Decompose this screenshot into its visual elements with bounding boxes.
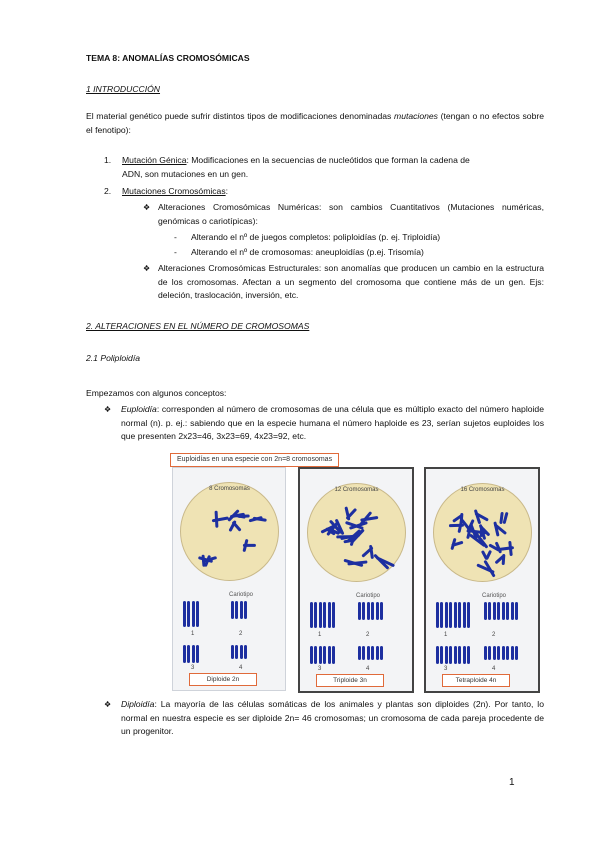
pair-number: 4 <box>366 666 370 672</box>
chromosome-icon <box>196 601 199 627</box>
chromosome-icon <box>440 646 443 664</box>
figure-title: Euploidías en una especie con 2n=8 cromosomas <box>170 453 339 467</box>
chromosome-icon <box>235 645 238 659</box>
bullet-diamond-icon: ❖ <box>143 264 151 273</box>
chromosome-icon <box>231 601 234 619</box>
chromosome-icon <box>196 645 199 663</box>
chromosome-count-label: 12 Cromosomas <box>334 487 379 493</box>
euploidy-figure <box>170 453 541 693</box>
list-item-1-cont: ADN, son mutaciones en un gen. <box>122 169 249 179</box>
chromosome-icon <box>485 550 492 560</box>
chromosome-icon <box>467 646 470 664</box>
chromosome-count-label: 8 Cromosomas <box>209 486 250 492</box>
chromosome-icon <box>187 601 190 627</box>
chromosome-icon <box>253 517 268 522</box>
chromosome-icon <box>511 646 514 660</box>
pair-number: 3 <box>191 665 195 671</box>
chromosome-icon <box>328 646 331 664</box>
chromosome-icon <box>231 645 234 659</box>
pair-number: 4 <box>492 666 496 672</box>
chromosome-count-label: 16 Cromosomas <box>460 487 505 493</box>
list-number-2: 2. <box>104 186 112 196</box>
chromosome-icon <box>463 602 466 628</box>
chromosome-icon <box>502 602 505 620</box>
chromosome-icon <box>237 515 249 518</box>
pair-number: 2 <box>239 631 243 637</box>
chromosome-icon <box>183 601 186 627</box>
chromosome-icon <box>367 602 370 620</box>
chromosome-icon <box>243 544 256 547</box>
chromosome-icon <box>235 601 238 619</box>
chromosome-icon <box>506 646 509 660</box>
chromosome-icon <box>371 602 374 620</box>
figure-caption: Tetraploide 4n <box>442 674 510 687</box>
chromosome-icon <box>449 602 452 628</box>
pair-number: 4 <box>239 665 243 671</box>
chromosome-icon <box>332 646 335 664</box>
chromosome-icon <box>440 602 443 628</box>
concepts-intro: Empezamos con algunos conceptos: <box>86 388 227 398</box>
chromosome-icon <box>240 601 243 619</box>
chromosome-icon <box>332 602 335 628</box>
chromosome-icon <box>502 646 505 660</box>
dash-aneuploidias: Alterando el nº de cromosomas: aneuploidías (p.ej. Trisomía) <box>191 247 424 257</box>
section2-heading: 2. ALTERACIONES EN EL NÚMERO DE CROMOSOMAS <box>86 321 310 331</box>
chromosome-icon <box>319 646 322 664</box>
chromosome-icon <box>484 646 487 660</box>
karyotype-label: Cariotipo <box>356 593 381 599</box>
section2-subheading: 2.1 Poliploidía <box>86 353 140 363</box>
chromosome-icon <box>454 602 457 628</box>
list-item-1: Mutación Génica: Modificaciones en la secuencias de nucleótidos que forman la cadena de <box>122 155 470 165</box>
chromosome-icon <box>192 601 195 627</box>
chromosome-icon <box>362 646 365 660</box>
pair-number: 1 <box>444 632 448 638</box>
dash-mark: - <box>174 247 177 257</box>
chromosome-icon <box>323 602 326 628</box>
bullet-numeric: Alteraciones Cromosómicas Numéricas: son cambios Cuantitativos (Mutaciones numéricas, genómicas o cariotípicas): <box>158 202 544 226</box>
bullet-diamond-icon: ❖ <box>104 405 112 414</box>
chromosome-icon <box>240 645 243 659</box>
chromosome-icon <box>314 602 317 628</box>
chromosome-icon <box>454 646 457 664</box>
chromosome-icon <box>515 602 518 620</box>
page-number: 1 <box>509 777 515 788</box>
pair-number: 2 <box>366 632 370 638</box>
chromosome-icon <box>360 516 378 522</box>
chromosome-icon <box>467 602 470 628</box>
dash-poliploidias: Alterando el nº de juegos completos: poliploidías (p. ej. Triploidía) <box>191 232 441 242</box>
chromosome-icon <box>506 602 509 620</box>
chromosome-icon <box>493 646 496 660</box>
chromosome-icon <box>376 646 379 660</box>
chromosome-icon <box>323 646 326 664</box>
pair-number: 1 <box>318 632 322 638</box>
chromosome-icon <box>488 646 491 660</box>
cell-tetraploid <box>433 483 532 582</box>
chromosome-icon <box>458 602 461 628</box>
chromosome-icon <box>358 602 361 620</box>
panel-diploid <box>172 467 286 691</box>
chromosome-icon <box>515 646 518 660</box>
figure-caption: Triploide 3n <box>316 674 384 687</box>
chromosome-icon <box>310 646 313 664</box>
chromosome-icon <box>497 602 500 620</box>
intro-paragraph: El material genético puede sufrir distintos tipos de modificaciones denominadas mutaciones (tengan o no efectos sobre el fenotipo): <box>86 111 544 135</box>
panel-tetraploid <box>424 467 540 693</box>
chromosome-icon <box>502 554 506 565</box>
chromosome-icon <box>445 602 448 628</box>
bullet-structural: Alteraciones Cromosómicas Estructurales: son anomalías que producen un cambio en la estructura de los cromosomas. Afectan a un segmento del cromosoma que contiene más de un gen. Ejs: deleción, traslocación, inversión, etc. <box>158 263 544 300</box>
chromosome-icon <box>380 602 383 620</box>
chromosome-icon <box>310 602 313 628</box>
list-item-2: Mutaciones Cromosómicas: <box>122 186 229 196</box>
chromosome-icon <box>497 646 500 660</box>
pair-number: 2 <box>492 632 496 638</box>
pair-number: 3 <box>444 666 448 672</box>
karyotype-label: Cariotipo <box>229 592 254 598</box>
chromosome-icon <box>445 646 448 664</box>
chromosome-icon <box>458 646 461 664</box>
dash-mark: - <box>174 232 177 242</box>
karyotype-label: Cariotipo <box>482 593 507 599</box>
pair-number: 1 <box>191 631 195 637</box>
chromosome-icon <box>449 646 452 664</box>
chromosome-icon <box>380 646 383 660</box>
chromosome-icon <box>244 645 247 659</box>
chromosome-icon <box>511 602 514 620</box>
chromosome-icon <box>376 602 379 620</box>
chromosome-icon <box>436 602 439 628</box>
euploidia-paragraph: Euploidía: corresponden al número de cromosomas de una célula que es múltiplo exacto del número haploide normal (n). p. ej.: sabiendo que en la especie humana el número haploide es 23, serían sujetos euploides los que presenten 2x23=46, 3x23=69, 4x23=92, etc. <box>121 404 544 441</box>
chromosome-icon <box>371 646 374 660</box>
cell-diploid <box>180 482 279 581</box>
chromosome-icon <box>314 646 317 664</box>
panel-triploid <box>298 467 414 693</box>
bullet-diamond-icon: ❖ <box>104 700 112 709</box>
chromosome-icon <box>192 645 195 663</box>
chromosome-icon <box>436 646 439 664</box>
chromosome-icon <box>484 602 487 620</box>
diploidia-paragraph: Diploidía: La mayoría de las células somáticas de los animales y plantas son diploides (2n). Por tanto, lo normal en nuestra especie es ser diploide 2n= 46 cromosomas; un cromosoma de cada pareja procedente de un progenitor. <box>121 699 544 736</box>
chromosome-icon <box>183 645 186 663</box>
chromosome-icon <box>367 646 370 660</box>
intro-heading: 1 INTRODUCCIÓN <box>86 84 161 94</box>
cell-triploid <box>307 483 406 582</box>
chromosome-icon <box>244 601 247 619</box>
list-number-1: 1. <box>104 155 112 165</box>
chromosome-icon <box>328 602 331 628</box>
chromosome-icon <box>319 602 322 628</box>
chromosome-icon <box>493 602 496 620</box>
chromosome-icon <box>362 602 365 620</box>
bullet-diamond-icon: ❖ <box>143 203 151 212</box>
chromosome-icon <box>463 646 466 664</box>
chromosome-icon <box>358 646 361 660</box>
document-title: TEMA 8: ANOMALÍAS CROMOSÓMICAS <box>86 53 250 63</box>
chromosome-icon <box>488 602 491 620</box>
chromosome-icon <box>187 645 190 663</box>
pair-number: 3 <box>318 666 322 672</box>
figure-caption: Diploide 2n <box>189 673 257 686</box>
chromosome-icon <box>508 541 513 556</box>
